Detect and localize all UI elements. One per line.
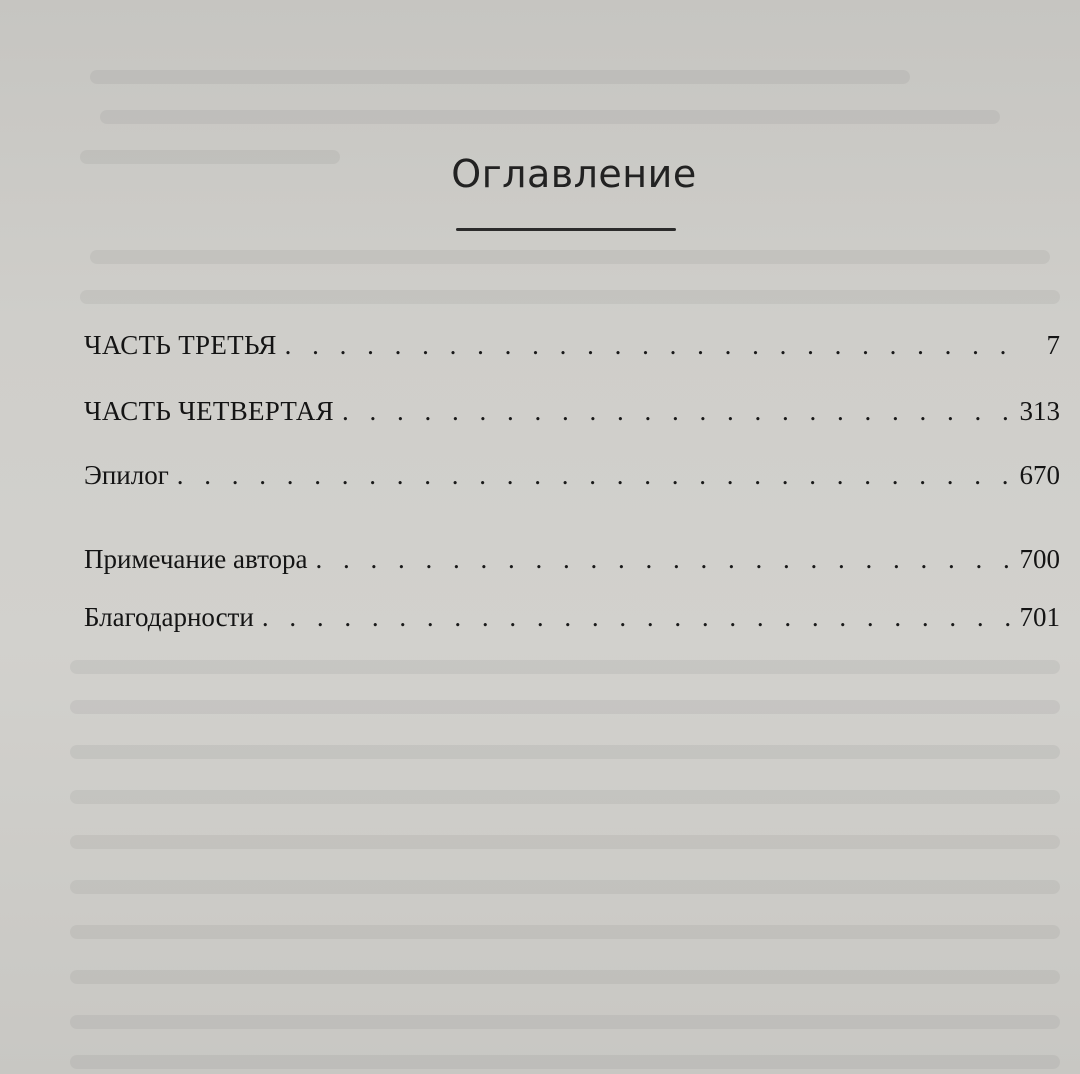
toc-entry xyxy=(84,602,1060,642)
toc-leader-dots xyxy=(177,460,1012,491)
toc-entry xyxy=(84,396,1060,436)
toc-leader-dots xyxy=(316,544,1012,575)
bleed-through-text xyxy=(70,880,1060,894)
bleed-through-text xyxy=(70,970,1060,984)
bleed-through-text xyxy=(70,790,1060,804)
bleed-through-text xyxy=(70,835,1060,849)
bleed-through-text xyxy=(80,290,1060,304)
bleed-through-text xyxy=(100,110,1000,124)
toc-entry-title: ЧАСТЬ ЧЕТВЕРТАЯ xyxy=(84,396,334,426)
toc-entry-page: 313 xyxy=(1019,396,1060,426)
bleed-through-text xyxy=(90,250,1050,264)
toc-leader-dots xyxy=(262,602,1012,633)
bleed-through-text xyxy=(70,700,1060,714)
toc-entry xyxy=(84,460,1060,500)
bleed-through-text xyxy=(70,1015,1060,1029)
toc-entry-page: 700 xyxy=(1019,544,1060,574)
toc-entry xyxy=(84,330,1060,370)
toc-entry-page: 670 xyxy=(1019,460,1060,490)
bleed-through-text xyxy=(70,925,1060,939)
title-underline xyxy=(456,228,676,231)
toc-entry-title: Примечание автора xyxy=(84,544,308,574)
bleed-through-text xyxy=(70,745,1060,759)
bleed-through-text xyxy=(70,1055,1060,1069)
bleed-through-text xyxy=(70,660,1060,674)
toc-leader-dots xyxy=(285,330,1022,361)
toc-entry-page: 701 xyxy=(1019,602,1060,632)
toc-entry-title: Благодарности xyxy=(84,602,254,632)
toc-entry-title: ЧАСТЬ ТРЕТЬЯ xyxy=(84,330,277,360)
toc-leader-dots xyxy=(342,396,1012,427)
toc-entry-title: Эпилог xyxy=(84,460,169,490)
toc-entry-page: 7 xyxy=(1046,330,1060,360)
toc-entry xyxy=(84,544,1060,584)
bleed-through-text xyxy=(90,70,910,84)
page-title: Оглавление xyxy=(451,152,697,196)
